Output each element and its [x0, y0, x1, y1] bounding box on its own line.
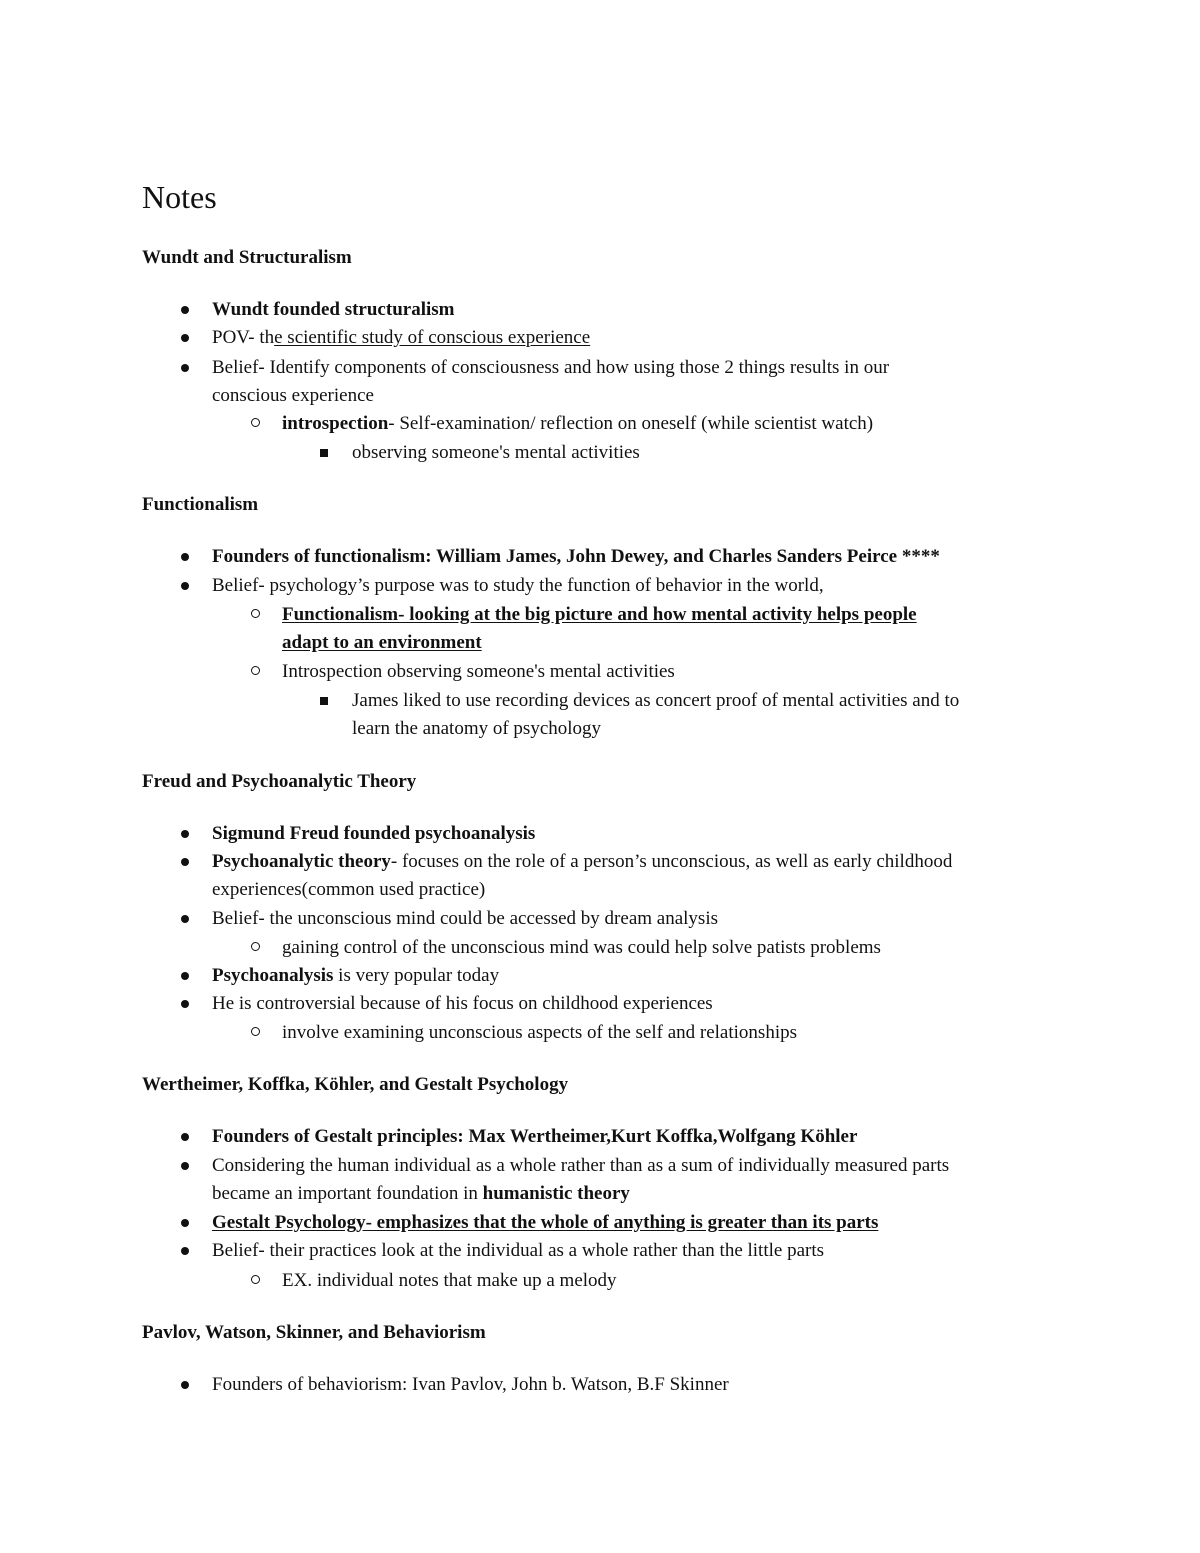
- list-item-text: POV- th: [212, 327, 275, 348]
- section-heading-functionalism: Functionalism: [142, 494, 259, 515]
- bullet-disc-icon: [181, 1219, 189, 1227]
- list-item: observing someone's mental activities: [352, 442, 640, 463]
- bullet-square-icon: [320, 449, 328, 457]
- list-item: involve examining unconscious aspects of the self and relationships: [282, 1022, 797, 1043]
- bullet-circle-icon: [251, 1027, 260, 1036]
- list-item: Belief- psychology’s purpose was to study the function of behavior in the world,: [212, 575, 824, 596]
- list-item: [212, 964, 499, 988]
- list-item: He is controversial because of his focus on childhood experiences: [212, 993, 713, 1014]
- bullet-disc-icon: [181, 582, 189, 590]
- term: Psychoanalysis: [212, 965, 334, 986]
- bullet-disc-icon: [181, 915, 189, 923]
- term: introspection: [282, 413, 389, 434]
- list-item: Founders of functionalism: William James, John Dewey, and Charles Sanders Peirce ****: [212, 546, 940, 567]
- bullet-disc-icon: [181, 1133, 189, 1141]
- bullet-disc-icon: [181, 553, 189, 561]
- page-title: Notes: [142, 179, 217, 215]
- section-heading-structuralism: Wundt and Structuralism: [142, 247, 352, 268]
- list-item: Belief- the unconscious mind could be accessed by dream analysis: [212, 908, 718, 929]
- bullet-circle-icon: [251, 942, 260, 951]
- list-item: Functionalism- looking at the big picture and how mental activity helps people: [282, 604, 917, 625]
- bullet-circle-icon: [251, 609, 260, 618]
- list-item: Belief- Identify components of consciousness and how using those 2 things results in our: [212, 357, 890, 378]
- list-item: Sigmund Freud founded psychoanalysis: [212, 823, 536, 844]
- list-item-continuation: experiences(common used practice): [212, 879, 486, 900]
- bullet-disc-icon: [181, 830, 189, 838]
- bullet-square-icon: [320, 697, 328, 705]
- list-item: Introspection observing someone's mental activities: [282, 661, 675, 682]
- list-item: [282, 412, 873, 436]
- list-item: James liked to use recording devices as concert proof of mental activities and to: [352, 690, 960, 711]
- bullet-disc-icon: [181, 858, 189, 866]
- term: Psychoanalytic theory: [212, 851, 391, 872]
- list-item: Gestalt Psychology- emphasizes that the whole of anything is greater than its parts: [212, 1212, 879, 1233]
- bullet-disc-icon: [181, 1162, 189, 1170]
- list-item-continuation: learn the anatomy of psychology: [352, 718, 602, 739]
- bullet-disc-icon: [181, 334, 189, 342]
- term: humanistic theory: [482, 1183, 630, 1204]
- list-item-continuation: conscious experience: [212, 385, 374, 406]
- list-item: Belief- their practices look at the individual as a whole rather than the little parts: [212, 1240, 825, 1261]
- list-item-continuation: [212, 1182, 630, 1206]
- list-item-continuation: adapt to an environment: [282, 632, 482, 653]
- list-item: Founders of behaviorism: Ivan Pavlov, John b. Watson, B.F Skinner: [212, 1374, 729, 1395]
- list-item-text: became an important foundation in: [212, 1183, 483, 1204]
- list-item: Considering the human individual as a whole rather than as a sum of individually measured parts: [212, 1155, 950, 1176]
- definition: - focuses on the role of a person’s unconscious, as well as early childhood: [390, 851, 953, 872]
- list-item: [212, 850, 952, 874]
- section-heading-gestalt: Wertheimer, Koffka, Köhler, and Gestalt Psychology: [142, 1074, 569, 1095]
- section-heading-psychoanalytic: Freud and Psychoanalytic Theory: [142, 771, 417, 792]
- bullet-disc-icon: [181, 1000, 189, 1008]
- list-item: [212, 326, 590, 350]
- definition: is very popular today: [333, 965, 500, 986]
- bullet-circle-icon: [251, 418, 260, 427]
- bullet-disc-icon: [181, 306, 189, 314]
- list-item: Wundt founded structuralism: [212, 299, 455, 320]
- list-item: gaining control of the unconscious mind was could help solve patists problems: [282, 937, 881, 958]
- underlined-text: e scientific study of conscious experience: [274, 327, 591, 348]
- bullet-disc-icon: [181, 972, 189, 980]
- list-item: Founders of Gestalt principles: Max Wertheimer,Kurt Koffka,Wolfgang Köhler: [212, 1126, 858, 1147]
- bullet-disc-icon: [181, 364, 189, 372]
- bullet-disc-icon: [181, 1247, 189, 1255]
- bullet-disc-icon: [181, 1381, 189, 1389]
- definition: - Self-examination/ reflection on oneself (while scientist watch): [388, 413, 874, 434]
- section-heading-behaviorism: Pavlov, Watson, Skinner, and Behaviorism: [142, 1322, 486, 1343]
- bullet-circle-icon: [251, 666, 260, 675]
- bullet-circle-icon: [251, 1275, 260, 1284]
- list-item: EX. individual notes that make up a melody: [282, 1270, 617, 1291]
